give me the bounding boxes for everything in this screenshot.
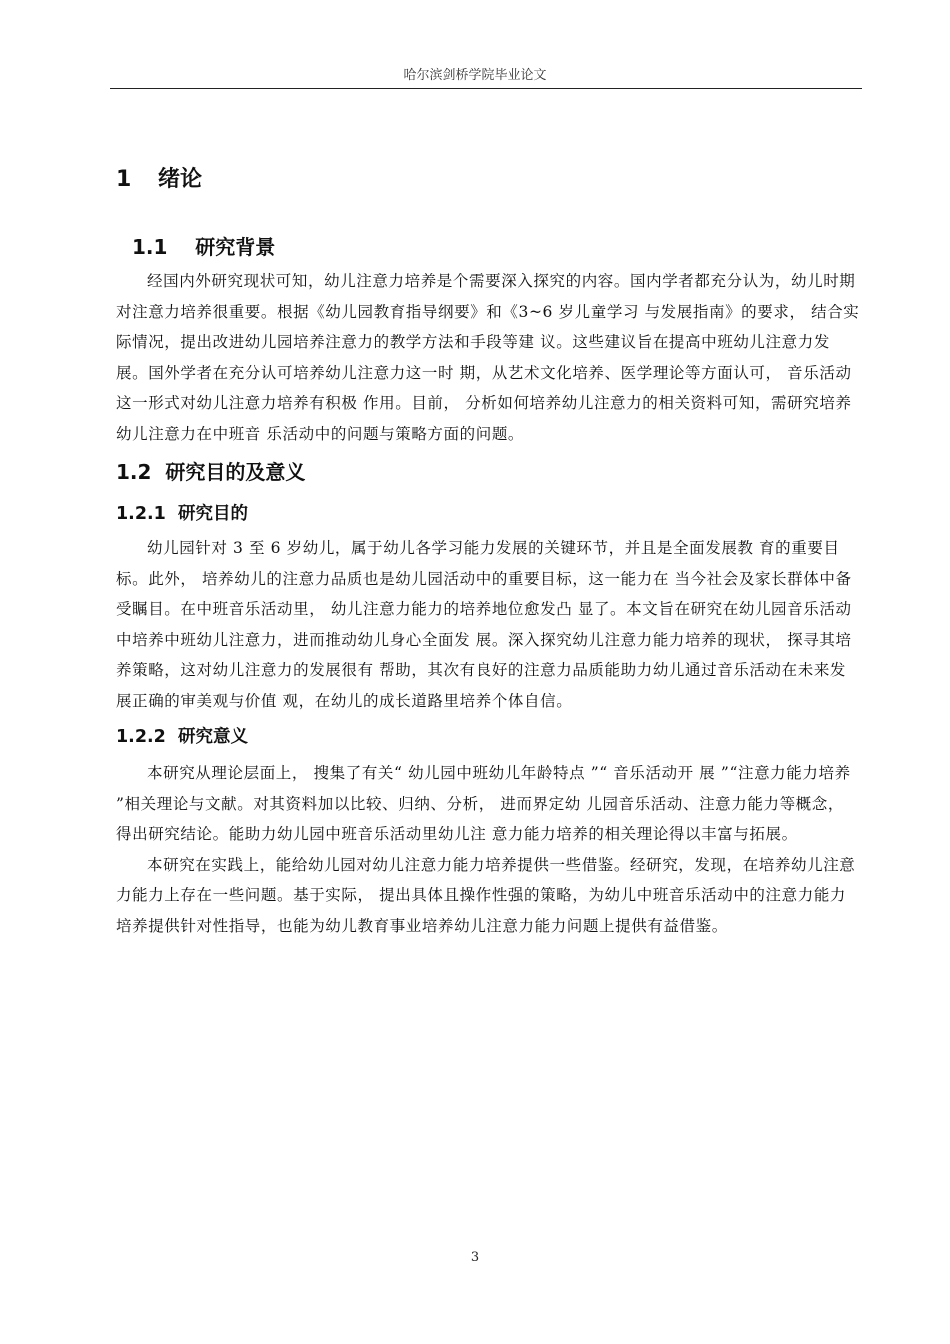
paragraph-significance-theory: 本研究从理论层面上， 搜集了有关“ 幼儿园中班幼儿年龄特点 ”“ 音乐活动开 展 ”“注意力能力培养 ”相关理论与文献。对其资料加以比较、归纳、分析， 进而界定幼 儿园音乐活动、注意力能力等概念， 得出研究结论。能助力幼儿园中班音乐活动里幼儿注 意力能力培养的相关理论得以丰富与拓展。 (116, 764, 851, 843)
section-title: 研究背景 (195, 235, 276, 259)
subsection-title: 研究目的 (178, 504, 249, 524)
subsection-heading-1-2-2 (116, 720, 862, 754)
section-heading-1-1 (116, 229, 862, 265)
document-body (116, 160, 862, 941)
paragraph-background: 经国内外研究现状可知，幼儿注意力培养是个需要深入探究的内容。国内学者都充分认为，幼儿时期对注意力培养很重要。根据《幼儿园教育指导纲要》和《3~6 岁儿童学习 与发展指南》的要求， 结合实际情况，提出改进幼儿园培养注意力的教学方法和手段等建 议。这些建议旨在提高中班幼儿注意力发展。国外学者在充分认可培养幼儿注意力这一时 期，从艺术文化培养、医学理论等方面认可， 音乐活动这一形式对幼儿注意力培养有积极 作用。目前， 分析如何培养幼儿注意力的相关资料可知，需研究培养幼儿注意力在中班音 乐活动中的问题与策略方面的问题。 (116, 272, 860, 443)
subsection-number: 1.2.1 (116, 504, 166, 524)
chapter-title: 绪论 (158, 167, 203, 192)
paragraph-significance-practice: 本研究在实践上，能给幼儿园对幼儿注意力能力培养提供一些借鉴。经研究，发现，在培养幼儿注意力能力上存在一些问题。基于实际， 提出具体且操作性强的策略，为幼儿中班音乐活动中的注意力能力培养提供针对性指导，也能为幼儿教育事业培养幼儿注意力能力问题上提供有益借鉴。 (116, 855, 856, 935)
subsection-number: 1.2.2 (116, 727, 166, 747)
chapter-heading (116, 160, 862, 200)
paragraph-purpose: 幼儿园针对 3 至 6 岁幼儿，属于幼儿各学习能力发展的关键环节，并且是全面发展教 育的重要目标。此外， 培养幼儿的注意力品质也是幼儿园活动中的重要目标，这一能力在 当今社会及家长群体中备受瞩目。在中班音乐活动里， 幼儿注意力能力的培养地位愈发凸 显了。本文旨在研究在幼儿园音乐活动中培养中班幼儿注意力，进而推动幼儿身心全面发 展。深入探究幼儿注意力能力培养的现状， 探寻其培养策略，这对幼儿注意力的发展很有 帮助，其次有良好的注意力品质能助力幼儿通过音乐活动在未来发展正确的审美观与价值 观，在幼儿的成长道路里培养个体自信。 (116, 539, 852, 710)
section-number: 1.1 (132, 235, 168, 259)
chapter-number: 1 (116, 167, 132, 192)
subsection-heading-1-2-1 (116, 497, 862, 531)
section-title: 研究目的及意义 (165, 460, 306, 484)
header-divider (110, 88, 862, 89)
section-heading-1-2 (116, 454, 862, 490)
subsection-title: 研究意义 (178, 727, 249, 747)
section-number: 1.2 (116, 460, 152, 484)
page-number: 3 (470, 1250, 480, 1265)
running-header: 哈尔滨剑桥学院毕业论文 (403, 68, 547, 83)
